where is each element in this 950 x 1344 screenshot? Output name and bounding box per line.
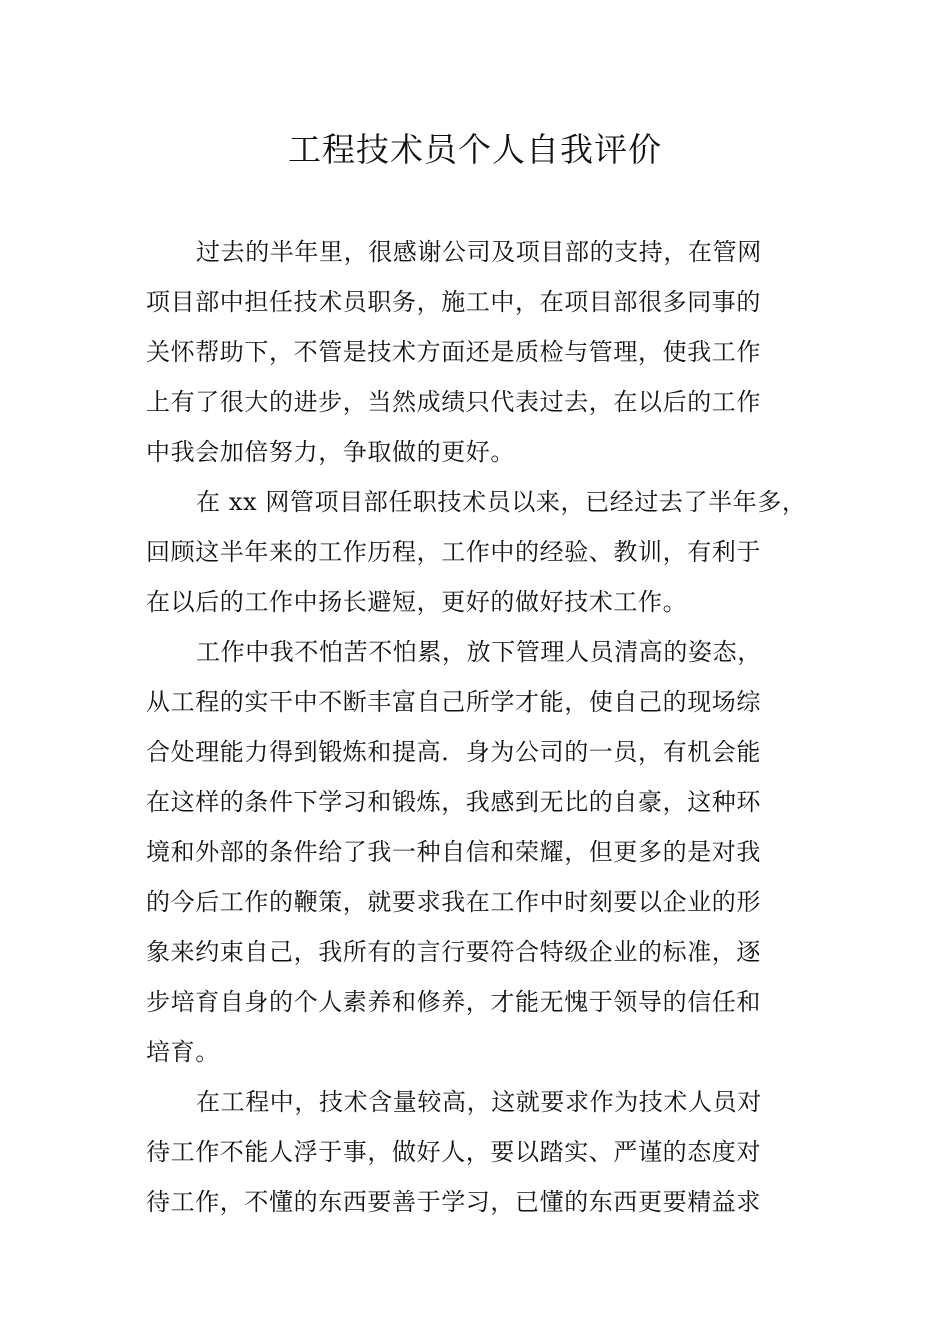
paragraph-line: 待工作不能人浮于事，做好人，要以踏实、严谨的态度对 [146, 1138, 761, 1166]
paragraph-4 [146, 1077, 816, 1227]
paragraph-line: 回顾这半年来的工作历程，工作中的经验、教训，有利于 [146, 538, 761, 566]
paragraph-line: 工作中我不怕苦不怕累，放下管理人员清高的姿态， [196, 638, 762, 666]
paragraph-line: 合处理能力得到锻炼和提高．身为公司的一员，有机会能 [146, 738, 761, 766]
paragraph-line: 境和外部的条件给了我一种自信和荣耀，但更多的是对我 [146, 838, 761, 866]
paragraph-line: 中我会加倍努力，争取做的更好。 [146, 438, 515, 466]
paragraph-3 [146, 627, 816, 1077]
paragraph-line: 步培育自身的个人素养和修养，才能无愧于领导的信任和 [146, 988, 761, 1016]
document-body [146, 227, 816, 1227]
paragraph-line: 待工作，不懂的东西要善于学习，已懂的东西更要精益求 [146, 1188, 761, 1216]
paragraph-1 [146, 227, 816, 477]
paragraph-line: 在工程中，技术含量较高，这就要求作为技术人员对 [196, 1088, 762, 1116]
paragraph-line: 象来约束自己，我所有的言行要符合特级企业的标准，逐 [146, 938, 761, 966]
paragraph-line: 的今后工作的鞭策，就要求我在工作中时刻要以企业的形 [146, 888, 761, 916]
document-title: 工程技术员个人自我评价 [288, 130, 662, 169]
paragraph-line: 关怀帮助下，不管是技术方面还是质检与管理，使我工作 [146, 338, 761, 366]
paragraph-line: 在以后的工作中扬长避短，更好的做好技术工作。 [146, 588, 688, 616]
paragraph-line: 在 xx 网管项目部任职技术员以来，已经过去了半年多， [196, 488, 807, 516]
paragraph-line: 培育。 [146, 1038, 220, 1066]
paragraph-line: 从工程的实干中不断丰富自己所学才能，使自己的现场综 [146, 688, 761, 716]
paragraph-2 [146, 477, 816, 627]
paragraph-line: 上有了很大的进步，当然成绩只代表过去，在以后的工作 [146, 388, 761, 416]
paragraph-line: 在这样的条件下学习和锻炼，我感到无比的自豪，这种环 [146, 788, 761, 816]
paragraph-line: 过去的半年里，很感谢公司及项目部的支持，在管网 [196, 238, 762, 266]
paragraph-line: 项目部中担任技术员职务，施工中，在项目部很多同事的 [146, 288, 761, 316]
